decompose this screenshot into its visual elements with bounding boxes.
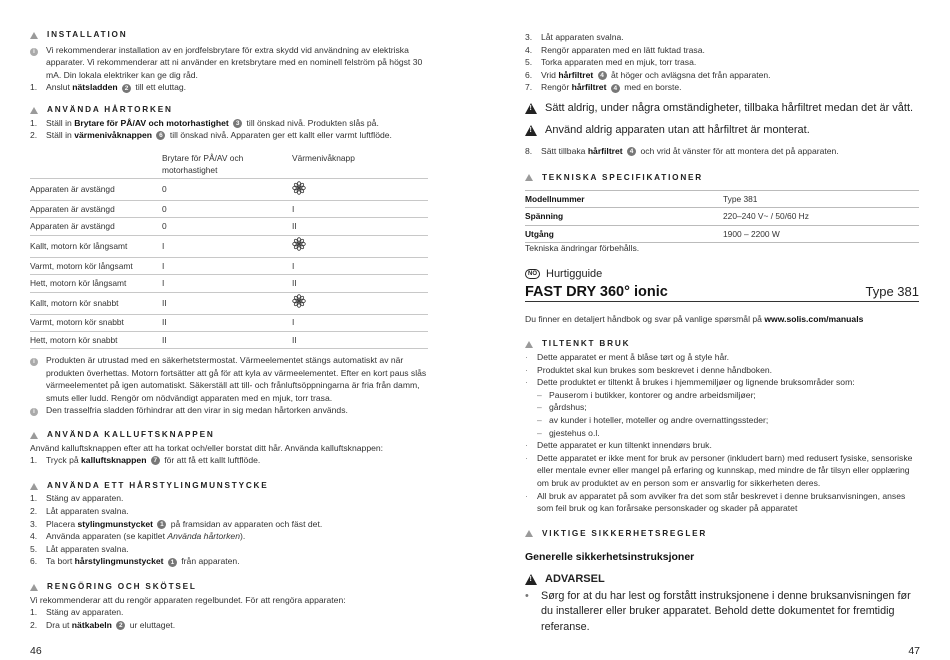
table-row (30, 275, 428, 292)
heat-value: I (292, 314, 428, 331)
hair-dryer-heading: ANVÄNDA HÅRTORKEN (30, 104, 434, 117)
list-item: 2. Låt apparaten svalna. (30, 505, 129, 516)
safety-subheading: Generelle sikkerhetsinstruksjoner (525, 551, 695, 564)
mode-label: Varmt, motorn kör snabbt (30, 314, 162, 331)
table-header (30, 152, 428, 179)
cleaning-heading: RENGÖRING OCH SKÖTSEL (30, 581, 434, 594)
page-number: 47 (908, 645, 920, 658)
warning-text: • Sørg for at du har lest og forstått instruksjonene i denne bruksanvisningen før du installerer eller bruker apparatet. Behold dette dokumentet for fremtidig referanse. (525, 589, 911, 634)
right-page (475, 0, 950, 660)
list-item: 4. Använda apparaten (se kapitlet Använda hårtorken). (30, 531, 246, 542)
list-item: 2. Dra ut nätkabeln 2 ur eluttaget. (30, 619, 176, 630)
spec-value: 220–240 V~ / 50/60 Hz (723, 208, 919, 225)
cold-flower-icon (292, 187, 306, 197)
triangle-icon (525, 341, 533, 348)
specs-note: Tekniska ändringar förbehålls. (525, 243, 640, 253)
speed-value: 0 (162, 179, 292, 201)
list-item: 2. Ställ in värmenivåknappen 6 till önskad nivå. Apparaten ger ett kallt eller varmt luftflöde. (30, 130, 392, 141)
list-item: 8. Sätt tillbaka hårfiltret 4 och vrid åt vänster för att montera det på apparaten. (525, 145, 839, 156)
warning: ! Använd aldrig apparaten utan att hårfiltret är monterat. (525, 123, 919, 138)
mode-label: Kallt, motorn kör långsamt (30, 235, 162, 257)
speed-value: 0 (162, 218, 292, 235)
mode-label: Hett, motorn kör långsamt (30, 275, 162, 292)
warning: ! Sätt aldrig, under några omständigheter, tillbaka hårfiltret medan det är vått. (525, 101, 919, 116)
triangle-icon (30, 584, 38, 591)
mode-label: Kallt, motorn kör snabbt (30, 292, 162, 314)
warning-icon: ! (525, 125, 537, 136)
spec-key: Modellnummer (525, 191, 723, 208)
list-item: 3. Låt apparaten svalna. (525, 32, 624, 42)
sub-list-item: – gårdshus; (537, 402, 587, 413)
triangle-icon (525, 174, 533, 181)
list-item: 1. Tryck på kalluftsknappen 7 för att få ett kallt luftflöde. (30, 455, 261, 466)
list-item: 7. Rengör hårfiltret 4 med en borste. (525, 82, 682, 93)
list-item: 5. Torka apparaten med en mjuk, torr trasa. (525, 57, 697, 68)
list-item: · Dette produktet er tiltenkt å brukes i hjemmemiljøer og lignende bruksområder som: (525, 377, 855, 388)
sub-list-item: – Pauserom i butikker, kontorer og andre arbeidsmiljøer; (537, 389, 756, 400)
styling-heading: ANVÄNDA ETT HÅRSTYLINGMUNSTYCKE (30, 480, 434, 493)
list-item: 6. Ta bort hårstylingmunstycket 1 från apparaten. (30, 556, 240, 567)
mode-label: Hett, motorn kör snabbt (30, 331, 162, 348)
mode-label: Apparaten är avstängd (30, 201, 162, 218)
table-row (30, 179, 428, 201)
table-row (30, 257, 428, 274)
info-icon: i (30, 358, 38, 366)
manual-link[interactable]: www.solis.com/manuals (764, 313, 864, 324)
cold-flower-icon (292, 243, 306, 253)
sub-list-item: – av kunder i hoteller, moteller og andre overnattingssteder; (537, 414, 769, 425)
heat-value: II (292, 331, 428, 348)
triangle-icon (30, 483, 38, 490)
table-row (525, 191, 919, 208)
heat-value: II (292, 218, 428, 235)
list-item: 1. Stäng av apparaten. (30, 493, 124, 504)
warning-icon: ! (525, 103, 537, 114)
product-title: FAST DRY 360° ionic (525, 284, 668, 301)
mode-label: Varmt, motorn kör långsamt (30, 257, 162, 274)
settings-table (30, 152, 428, 349)
table-row (30, 331, 428, 348)
quick-guide-label: NO Hurtigguide (525, 268, 919, 281)
installation-heading: INSTALLATION (30, 29, 434, 42)
list-item: 1. Anslut nätsladden 2 till ett eluttag. (30, 82, 187, 93)
specs-table (525, 190, 919, 243)
column-header: Värmenivåknapp (292, 152, 428, 179)
info-icon: i (30, 408, 38, 416)
spec-key: Spänning (525, 208, 723, 225)
speed-value: II (162, 314, 292, 331)
manual-link-text: Du finner en detaljert håndbok og svar på vanlige spørsmål på www.solis.com/manuals (525, 313, 864, 324)
spec-key: Utgång (525, 225, 723, 242)
warning-title: ! ADVARSEL (525, 572, 919, 587)
table-row (30, 201, 428, 218)
cold-flower-icon (292, 300, 306, 310)
list-item: 1. Stäng av apparaten. (30, 607, 124, 618)
mode-label: Apparaten är avstängd (30, 218, 162, 235)
heat-value (292, 235, 428, 257)
paragraph: Använd kalluftsknappen efter att ha torkat och/eller borstat ditt hår. Använda kalluftsknappen: (30, 442, 384, 453)
info-note: i Produkten är utrustad med en säkerhetstermostat. Värmeelementet stängs automatiskt av när produkten överhettas. Motorn fortsätter att gå för att kyla av värmeelementet. Efter en kort paus slås värmeelementet på igen automatiskt. Säkerställ att till- och frånluftsöppningarna är fria från damm, smuts eller ludd. Rengör om nödvändigt apparaten med en mjuk, torr trasa. (30, 354, 434, 404)
table-row (30, 235, 428, 257)
info-note: i Vi rekommenderar installation av en jordfelsbrytare för extra skydd vid användning av elektriska apparater. Vi rekommenderar att ni använder en kretsbrytare med en nominell felström på högst 30 mA. Din lokala elektriker kan ge dig råd. (30, 44, 434, 82)
speed-value: I (162, 235, 292, 257)
table-row (30, 314, 428, 331)
heat-value (292, 292, 428, 314)
info-note: i Den trasselfria sladden förhindrar att den virar in sig medan hårtorken används. (30, 404, 434, 417)
heat-value: II (292, 275, 428, 292)
list-item: · Dette apparatet er ikke ment for bruk av personer (inkludert barn) med redusert fysiske, sensoriske eller mentale evner eller mangel på erfaring og kunnskap, med mindre de får tilsyn eller opplæring om bruk av produktet av en person som er ansvarlig for sikkerheten deres. (525, 452, 913, 488)
mode-label: Apparaten är avstängd (30, 179, 162, 201)
speed-value: II (162, 292, 292, 314)
table-row (30, 292, 428, 314)
table-row (30, 218, 428, 235)
paragraph: Vi rekommenderar att du rengör apparaten regelbundet. För att rengöra apparaten: (30, 594, 346, 605)
triangle-icon (525, 530, 533, 537)
speed-value: I (162, 275, 292, 292)
triangle-icon (30, 107, 38, 114)
product-title-bar (525, 286, 919, 302)
list-item: · All bruk av apparatet på som avviker fra det som står beskrevet i denne bruksanvisningen, anses som feil bruk og kan forårsake personskader og skader på apparatet (525, 490, 906, 514)
triangle-icon (30, 32, 38, 39)
page-number: 46 (30, 645, 42, 658)
table-row (525, 225, 919, 242)
heat-value: I (292, 201, 428, 218)
intended-use-heading: TILTENKT BRUK (525, 338, 919, 351)
list-item: 4. Rengör apparaten med en lätt fuktad trasa. (525, 44, 705, 55)
list-item: · Produktet skal kun brukes som beskrevet i denne håndboken. (525, 364, 773, 375)
speed-value: 0 (162, 201, 292, 218)
safety-heading: VIKTIGE SIKKERHETSREGLER (525, 528, 919, 541)
cold-shot-heading: ANVÄNDA KALLUFTSKNAPPEN (30, 429, 434, 442)
table-row (525, 208, 919, 225)
heat-value: I (292, 257, 428, 274)
specs-heading: TEKNISKA SPECIFIKATIONER (525, 172, 919, 185)
column-header: Brytare för PÅ/AV och motorhastighet (162, 152, 292, 179)
spec-value: 1900 – 2200 W (723, 225, 919, 242)
speed-value: II (162, 331, 292, 348)
heat-value (292, 179, 428, 201)
list-item: · Dette apparatet er kun tiltenkt innendørs bruk. (525, 440, 712, 451)
triangle-icon (30, 432, 38, 439)
list-item: 6. Vrid hårfiltret 4 åt höger och avlägsna det från apparaten. (525, 69, 771, 80)
info-icon: i (30, 48, 38, 56)
speed-value: I (162, 257, 292, 274)
list-item: 3. Placera stylingmunstycket 1 på framsidan av apparaten och fäst det. (30, 518, 323, 529)
warning-icon: ! (525, 574, 537, 585)
language-badge: NO (525, 269, 540, 279)
spec-value: Type 381 (723, 191, 919, 208)
product-type: Type 381 (865, 284, 919, 300)
list-item: 1. Ställ in Brytare för PÅ/AV och motorhastighet 3 till önskad nivå. Produkten slås på. (30, 117, 379, 128)
sub-list-item: – gjestehus o.l. (537, 427, 600, 438)
list-item: · Dette apparatet er ment å blåse tørt og å style hår. (525, 351, 730, 362)
list-item: 5. Låt apparaten svalna. (30, 543, 129, 554)
